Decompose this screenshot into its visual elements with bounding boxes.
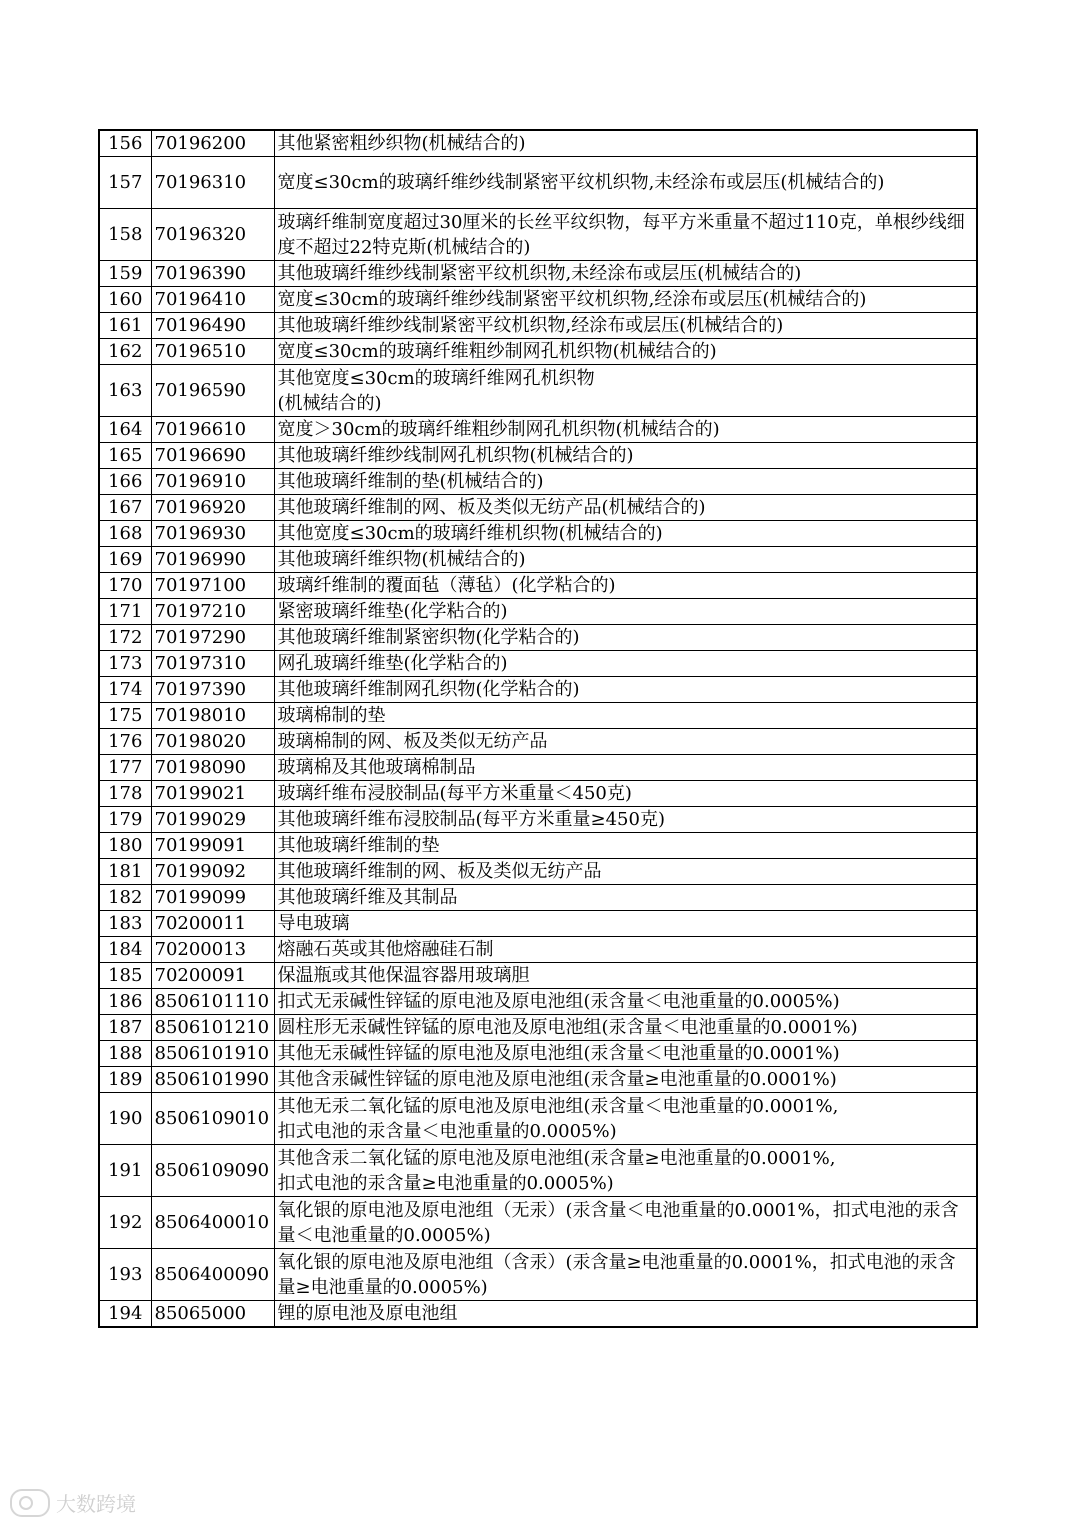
product-description: 其他含汞二氧化锰的原电池及原电池组(汞含量≥电池重量的0.0001%, 扣式电池的汞含量≥电池重量的0.0005%)	[274, 1145, 977, 1197]
product-description: 其他无汞碱性锌锰的原电池及原电池组(汞含量＜电池重量的0.0001%)	[274, 1041, 977, 1067]
hs-code: 70198090	[151, 755, 274, 781]
table-row	[99, 261, 977, 287]
product-description: 其他玻璃纤维制的网、板及类似无纺产品	[274, 859, 977, 885]
table-row	[99, 573, 977, 599]
hs-code: 70199091	[151, 833, 274, 859]
table-row	[99, 1093, 977, 1145]
row-number: 189	[99, 1067, 151, 1093]
table-row	[99, 1041, 977, 1067]
row-number: 180	[99, 833, 151, 859]
table-row	[99, 599, 977, 625]
row-number: 166	[99, 469, 151, 495]
product-description: 其他玻璃纤维布浸胶制品(每平方米重量≥450克)	[274, 807, 977, 833]
hs-code: 8506109010	[151, 1093, 274, 1145]
table-body	[99, 130, 977, 1327]
row-number: 165	[99, 443, 151, 469]
product-description: 宽度≤30cm的玻璃纤维粗纱制网孔机织物(机械结合的)	[274, 339, 977, 365]
hs-code: 70196910	[151, 469, 274, 495]
hs-code: 70199029	[151, 807, 274, 833]
watermark-text: 大数跨境	[56, 1492, 136, 1516]
table-row	[99, 755, 977, 781]
table-row	[99, 989, 977, 1015]
row-number: 171	[99, 599, 151, 625]
table-row	[99, 339, 977, 365]
row-number: 175	[99, 703, 151, 729]
product-description: 锂的原电池及原电池组	[274, 1301, 977, 1328]
table-row	[99, 365, 977, 417]
hs-code: 8506101910	[151, 1041, 274, 1067]
product-description: 其他玻璃纤维制的网、板及类似无纺产品(机械结合的)	[274, 495, 977, 521]
hs-code: 70196590	[151, 365, 274, 417]
hs-code: 70198010	[151, 703, 274, 729]
product-description: 圆柱形无汞碱性锌锰的原电池及原电池组(汞含量＜电池重量的0.0001%)	[274, 1015, 977, 1041]
row-number: 190	[99, 1093, 151, 1145]
product-description: 宽度≤30cm的玻璃纤维纱线制紧密平纹机织物,经涂布或层压(机械结合的)	[274, 287, 977, 313]
row-number: 161	[99, 313, 151, 339]
table-row	[99, 521, 977, 547]
row-number: 182	[99, 885, 151, 911]
product-description: 玻璃棉制的垫	[274, 703, 977, 729]
hs-code: 70198020	[151, 729, 274, 755]
row-number: 168	[99, 521, 151, 547]
row-number: 156	[99, 130, 151, 157]
table-row	[99, 833, 977, 859]
row-number: 181	[99, 859, 151, 885]
hs-code: 85065000	[151, 1301, 274, 1328]
tariff-code-table	[98, 129, 978, 1328]
row-number: 157	[99, 157, 151, 209]
hs-code: 70199021	[151, 781, 274, 807]
watermark	[10, 1488, 136, 1517]
table-row	[99, 209, 977, 261]
product-description: 其他玻璃纤维纱线制紧密平纹机织物,未经涂布或层压(机械结合的)	[274, 261, 977, 287]
hs-code: 8506101990	[151, 1067, 274, 1093]
row-number: 169	[99, 547, 151, 573]
product-description: 其他玻璃纤维制的垫	[274, 833, 977, 859]
product-description: 玻璃棉及其他玻璃棉制品	[274, 755, 977, 781]
product-description: 玻璃纤维制的覆面毡（薄毡）(化学粘合的)	[274, 573, 977, 599]
table-row	[99, 417, 977, 443]
row-number: 160	[99, 287, 151, 313]
table-row	[99, 469, 977, 495]
row-number: 170	[99, 573, 151, 599]
product-description: 导电玻璃	[274, 911, 977, 937]
row-number: 167	[99, 495, 151, 521]
row-number: 192	[99, 1197, 151, 1249]
hs-code: 8506400010	[151, 1197, 274, 1249]
product-description: 宽度≤30cm的玻璃纤维纱线制紧密平纹机织物,未经涂布或层压(机械结合的)	[274, 157, 977, 209]
table-row	[99, 313, 977, 339]
product-description: 其他玻璃纤维制紧密织物(化学粘合的)	[274, 625, 977, 651]
table-row	[99, 1067, 977, 1093]
product-description: 其他玻璃纤维纱线制紧密平纹机织物,经涂布或层压(机械结合的)	[274, 313, 977, 339]
hs-code: 70196410	[151, 287, 274, 313]
row-number: 158	[99, 209, 151, 261]
row-number: 187	[99, 1015, 151, 1041]
product-description: 玻璃棉制的网、板及类似无纺产品	[274, 729, 977, 755]
hs-code: 70200013	[151, 937, 274, 963]
hs-code: 70199099	[151, 885, 274, 911]
table-row	[99, 1145, 977, 1197]
hs-code: 70196310	[151, 157, 274, 209]
row-number: 174	[99, 677, 151, 703]
row-number: 193	[99, 1249, 151, 1301]
product-description: 其他宽度≤30cm的玻璃纤维机织物(机械结合的)	[274, 521, 977, 547]
hs-code: 70196200	[151, 130, 274, 157]
product-description: 其他无汞二氧化锰的原电池及原电池组(汞含量＜电池重量的0.0001%, 扣式电池的汞含量＜电池重量的0.0005%)	[274, 1093, 977, 1145]
table-row	[99, 1301, 977, 1328]
hs-code: 70197210	[151, 599, 274, 625]
table-row	[99, 495, 977, 521]
hs-code: 8506101210	[151, 1015, 274, 1041]
table-row	[99, 1249, 977, 1301]
table-row	[99, 703, 977, 729]
hs-code: 70197100	[151, 573, 274, 599]
row-number: 186	[99, 989, 151, 1015]
row-number: 173	[99, 651, 151, 677]
table-row	[99, 963, 977, 989]
product-description: 玻璃纤维布浸胶制品(每平方米重量＜450克)	[274, 781, 977, 807]
hs-code: 70196490	[151, 313, 274, 339]
hs-code: 70196320	[151, 209, 274, 261]
brand-logo-icon	[10, 1489, 50, 1517]
product-description: 玻璃纤维制宽度超过30厘米的长丝平纹织物，每平方米重量不超过110克，单根纱线细度不超过22特克斯(机械结合的)	[274, 209, 977, 261]
table-row	[99, 157, 977, 209]
product-description: 其他宽度≤30cm的玻璃纤维网孔机织物 (机械结合的)	[274, 365, 977, 417]
table-row	[99, 859, 977, 885]
hs-code: 70200011	[151, 911, 274, 937]
table-row	[99, 911, 977, 937]
row-number: 183	[99, 911, 151, 937]
row-number: 172	[99, 625, 151, 651]
hs-code: 8506400090	[151, 1249, 274, 1301]
product-description: 其他含汞碱性锌锰的原电池及原电池组(汞含量≥电池重量的0.0001%)	[274, 1067, 977, 1093]
product-description: 紧密玻璃纤维垫(化学粘合的)	[274, 599, 977, 625]
hs-code: 70196690	[151, 443, 274, 469]
row-number: 191	[99, 1145, 151, 1197]
table-row	[99, 885, 977, 911]
table-row	[99, 287, 977, 313]
row-number: 162	[99, 339, 151, 365]
hs-code: 70196610	[151, 417, 274, 443]
row-number: 185	[99, 963, 151, 989]
hs-code: 70196920	[151, 495, 274, 521]
table-row	[99, 625, 977, 651]
table-row	[99, 651, 977, 677]
hs-code: 70196510	[151, 339, 274, 365]
hs-code: 70200091	[151, 963, 274, 989]
product-description: 其他玻璃纤维制网孔织物(化学粘合的)	[274, 677, 977, 703]
row-number: 177	[99, 755, 151, 781]
table-row	[99, 130, 977, 157]
hs-code: 70196930	[151, 521, 274, 547]
row-number: 188	[99, 1041, 151, 1067]
hs-code: 70196390	[151, 261, 274, 287]
hs-code: 8506101110	[151, 989, 274, 1015]
product-description: 宽度＞30cm的玻璃纤维粗纱制网孔机织物(机械结合的)	[274, 417, 977, 443]
table-row	[99, 729, 977, 755]
product-description: 扣式无汞碱性锌锰的原电池及原电池组(汞含量＜电池重量的0.0005%)	[274, 989, 977, 1015]
product-description: 氧化银的原电池及原电池组（无汞）(汞含量＜电池重量的0.0001%，扣式电池的汞含量＜电池重量的0.0005%)	[274, 1197, 977, 1249]
product-description: 其他玻璃纤维及其制品	[274, 885, 977, 911]
table-row	[99, 807, 977, 833]
product-description: 其他玻璃纤维制的垫(机械结合的)	[274, 469, 977, 495]
product-description: 其他玻璃纤维纱线制网孔机织物(机械结合的)	[274, 443, 977, 469]
row-number: 179	[99, 807, 151, 833]
row-number: 176	[99, 729, 151, 755]
hs-code: 8506109090	[151, 1145, 274, 1197]
row-number: 184	[99, 937, 151, 963]
table-row	[99, 443, 977, 469]
table-row	[99, 937, 977, 963]
product-description: 熔融石英或其他熔融硅石制	[274, 937, 977, 963]
hs-code: 70199092	[151, 859, 274, 885]
row-number: 178	[99, 781, 151, 807]
product-description: 网孔玻璃纤维垫(化学粘合的)	[274, 651, 977, 677]
table-row	[99, 547, 977, 573]
product-description: 其他紧密粗纱织物(机械结合的)	[274, 130, 977, 157]
hs-code: 70197390	[151, 677, 274, 703]
table-row	[99, 1197, 977, 1249]
row-number: 164	[99, 417, 151, 443]
hs-code: 70196990	[151, 547, 274, 573]
product-description: 氧化银的原电池及原电池组（含汞）(汞含量≥电池重量的0.0001%，扣式电池的汞含量≥电池重量的0.0005%)	[274, 1249, 977, 1301]
hs-code: 70197290	[151, 625, 274, 651]
hs-code: 70197310	[151, 651, 274, 677]
product-description: 其他玻璃纤维织物(机械结合的)	[274, 547, 977, 573]
row-number: 159	[99, 261, 151, 287]
table-row	[99, 1015, 977, 1041]
table-row	[99, 677, 977, 703]
row-number: 194	[99, 1301, 151, 1328]
table-row	[99, 781, 977, 807]
product-description: 保温瓶或其他保温容器用玻璃胆	[274, 963, 977, 989]
row-number: 163	[99, 365, 151, 417]
